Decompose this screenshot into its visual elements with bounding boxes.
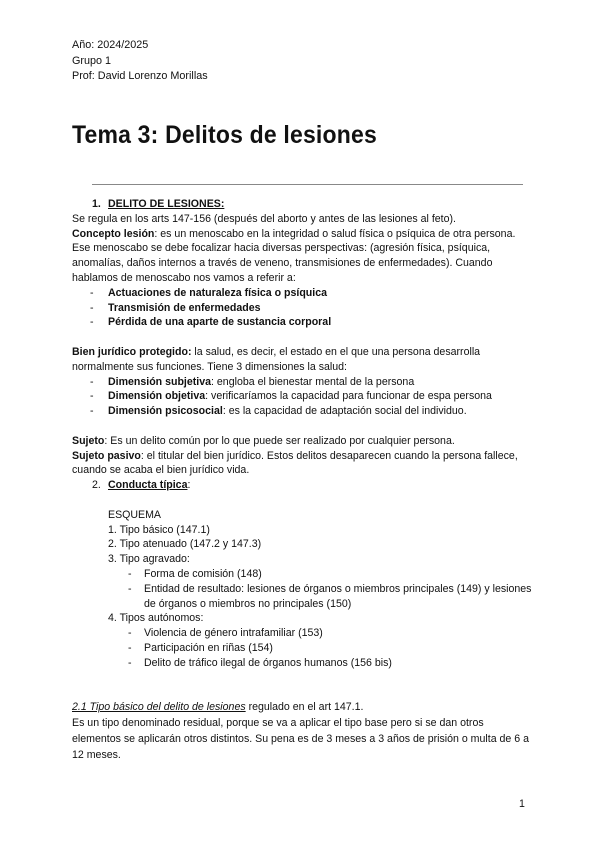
section-1-title: DELITO DE LESIONES: <box>108 198 225 210</box>
section-2-heading: 2. Conducta típica: <box>92 479 191 492</box>
list-item: - Forma de comisión (148) <box>72 567 532 582</box>
esquema-block <box>72 508 532 567</box>
agravado-list <box>72 567 532 611</box>
section-1-heading: 1. DELITO DE LESIONES: <box>92 198 225 210</box>
bien-juridico-paragraph: Bien jurídico protegido: la salud, es decir, el estado en el que una persona desarrolla normalmente sus funciones. Tiene 3 dimensiones la salud: <box>72 345 481 373</box>
list-item: - Delito de tráfico ilegal de órganos humanos (156 bis) <box>72 656 532 671</box>
group: Grupo 1 <box>72 54 112 67</box>
document-header <box>72 38 208 85</box>
document-body <box>72 197 532 763</box>
list-item: - Dimensión psicosocial: es la capacidad de adaptación social del individuo. <box>72 404 532 419</box>
section-1-intro: Se regula en los arts 147-156 (después del aborto y antes de las lesiones al feto). <box>72 212 456 225</box>
esquema-item: 3. Tipo agravado: <box>108 553 190 566</box>
list-item: - Pérdida de una aparte de sustancia corporal <box>72 315 532 330</box>
sujeto-pasivo-paragraph: Sujeto pasivo: el titular del bien jurídico. Estos delitos desaparecen cuando la persona fallece, cuando se acaba el bien jurídico vida. <box>72 449 518 477</box>
page-number: 1 <box>519 798 525 810</box>
list-item: - Entidad de resultado: lesiones de órganos o miembros principales (149) y lesiones de órganos o miembros no principales (150) <box>72 582 532 612</box>
subsection-2-1-heading: 2.1 Tipo básico del delito de lesiones regulado en el art 147.1. <box>72 701 364 714</box>
academic-year: Año: 2024/2025 <box>72 39 149 51</box>
esquema-title: ESQUEMA <box>108 508 161 521</box>
list-item: - Dimensión objetiva: verificaríamos la capacidad para funcionar de espa persona <box>72 389 532 404</box>
list-item: - Transmisión de enfermedades <box>72 301 532 316</box>
concepto-lesion-paragraph: Concepto lesión: es un menoscabo en la integridad o salud física o psíquica de otra persona. Ese menoscabo se debe focalizar hacia diversas perspectivas: (agresión física, psíquica, anomalías, daños internos a través de veneno, transmisiones de enfermedades). Cuando hablamos de menoscabo nos vamos a referir a: <box>72 227 516 284</box>
sujeto-paragraph: Sujeto: Es un delito común por lo que puede ser realizado por cualquier persona. <box>72 434 455 447</box>
list-item: - Dimensión subjetiva: engloba el bienestar mental de la persona <box>72 375 532 390</box>
dimensiones-list <box>72 375 532 419</box>
professor: Prof: David Lorenzo Morillas <box>72 70 208 82</box>
list-item: - Participación en riñas (154) <box>72 641 532 656</box>
autonomos-list <box>72 626 532 670</box>
horizontal-divider <box>92 184 523 185</box>
list-item: - Violencia de género intrafamiliar (153) <box>72 626 532 641</box>
section-2-title: Conducta típica <box>108 479 188 492</box>
list-item: - Actuaciones de naturaleza física o psíquica <box>72 286 532 301</box>
esquema-item: 2. Tipo atenuado (147.2 y 147.3) <box>108 538 262 551</box>
menoscabo-list <box>72 286 532 330</box>
page-title: Tema 3: Delitos de lesiones <box>72 121 377 149</box>
autonomos-title: 4. Tipos autónomos: <box>108 612 204 625</box>
esquema-item: 1. Tipo básico (147.1) <box>108 523 210 536</box>
subsection-2-1-text: Es un tipo denominado residual, porque se va a aplicar el tipo base pero si se dan otros elementos se aplicarán otros distintos. Su pena es de 3 meses a 3 años de prisión o multa de 6 a 12 meses. <box>72 716 529 761</box>
